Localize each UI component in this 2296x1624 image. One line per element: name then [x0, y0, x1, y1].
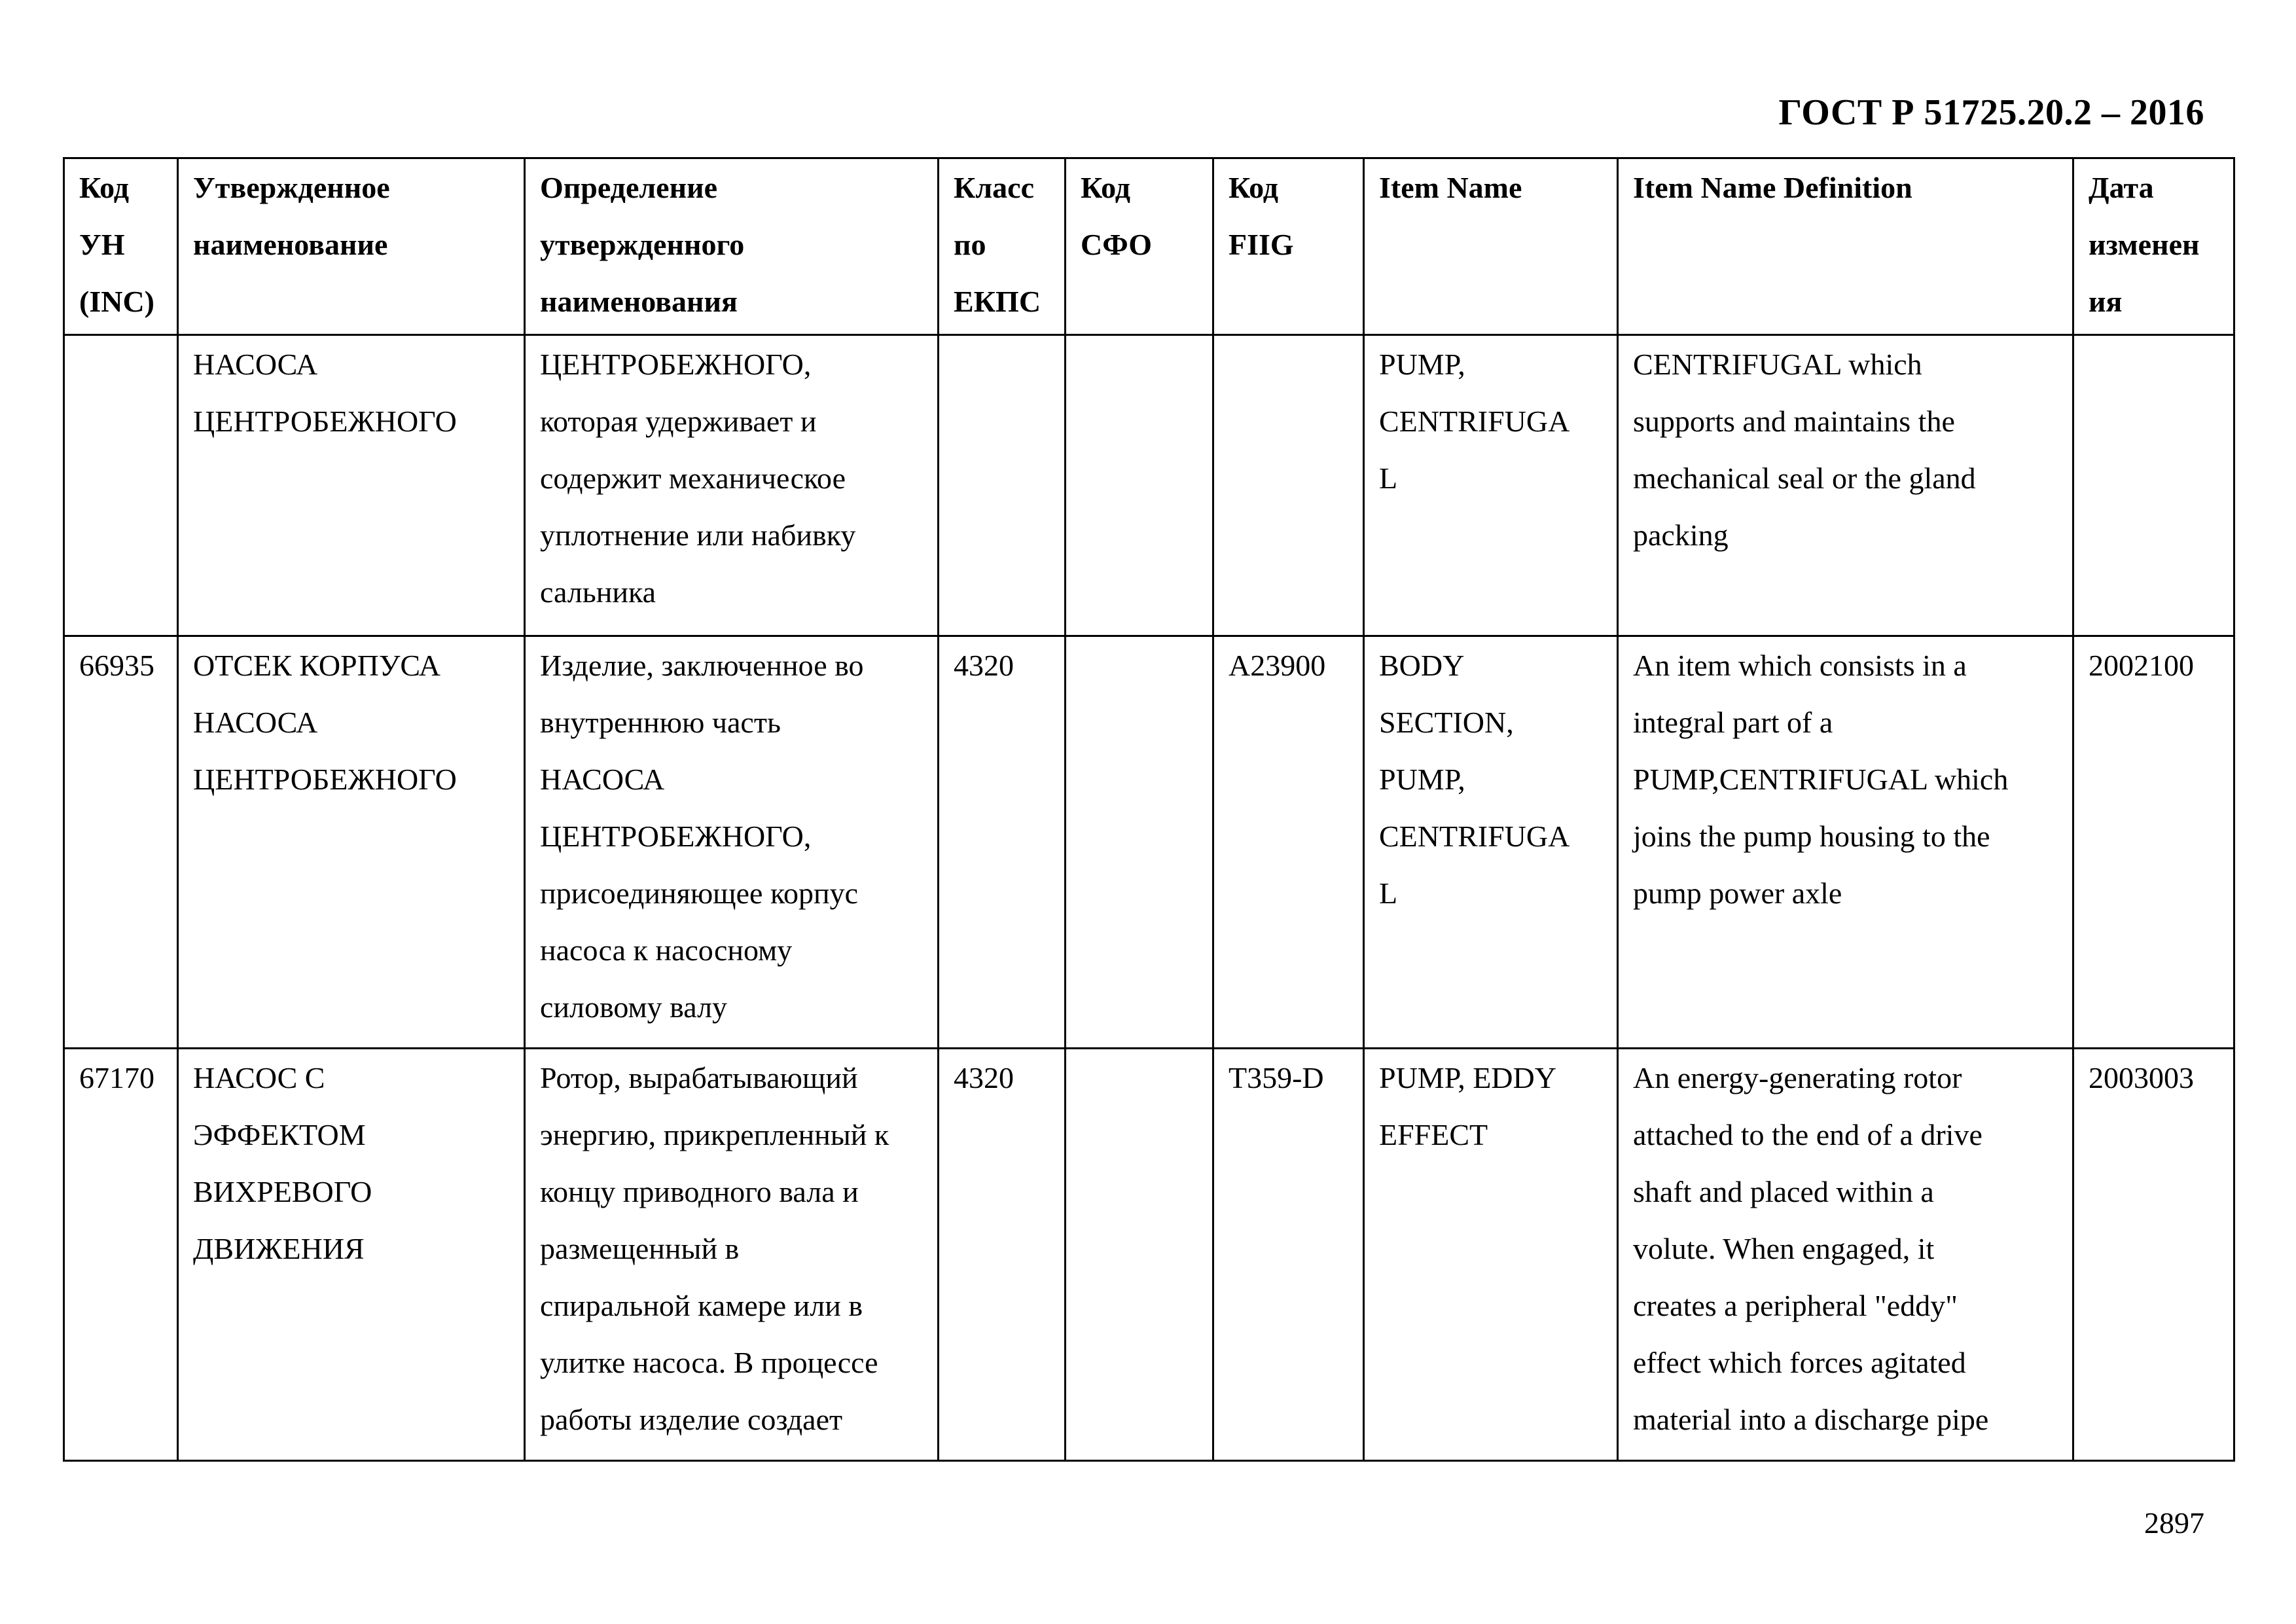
cell-fiig-code: T359-D: [1213, 1049, 1364, 1461]
cell-sfo-code: [1066, 636, 1213, 1049]
header-fiig-code: Код FIIG: [1213, 158, 1364, 335]
table-row: [64, 1049, 2234, 1461]
page-number: 2897: [2144, 1506, 2204, 1540]
header-ekps-class: Класс по ЕКПС: [939, 158, 1066, 335]
cell-item-name-definition: CENTRIFUGAL which supports and maintains the mechanical seal or the gland packing: [1618, 335, 2073, 636]
cell-approved-name: НАСОС С ЭФФЕКТОМ ВИХРЕВОГО ДВИЖЕНИЯ: [178, 1049, 525, 1461]
table-row: [64, 636, 2234, 1049]
cell-item-name-definition: An item which consists in a integral part of a PUMP,CENTRIFUGAL which joins the pump housing to the pump power axle: [1618, 636, 2073, 1049]
cell-inc: 66935: [64, 636, 178, 1049]
header-inc: Код УН (INC): [64, 158, 178, 335]
cell-change-date: [2073, 335, 2234, 636]
cell-inc: [64, 335, 178, 636]
cell-sfo-code: [1066, 335, 1213, 636]
cell-approved-name: ОТСЕК КОРПУСА НАСОСА ЦЕНТРОБЕЖНОГО: [178, 636, 525, 1049]
cell-change-date: 2003003: [2073, 1049, 2234, 1461]
cell-item-name-definition: An energy-generating rotor attached to the end of a drive shaft and placed within a volute. When engaged, it creates a peripheral "eddy" effect which forces agitated material into a discharge pipe: [1618, 1049, 2073, 1461]
header-change-date: Дата изменен ия: [2073, 158, 2234, 335]
cell-sfo-code: [1066, 1049, 1213, 1461]
nomenclature-table: [63, 157, 2235, 1462]
cell-ekps-class: 4320: [939, 1049, 1066, 1461]
cell-approved-definition: Изделие, заключенное во внутреннюю часть НАСОСА ЦЕНТРОБЕЖНОГО, присоединяющее корпус насоса к насосному силовому валу: [525, 636, 939, 1049]
cell-ekps-class: [939, 335, 1066, 636]
cell-item-name: PUMP, EDDY EFFECT: [1364, 1049, 1618, 1461]
cell-approved-name: НАСОСА ЦЕНТРОБЕЖНОГО: [178, 335, 525, 636]
cell-inc: 67170: [64, 1049, 178, 1461]
cell-approved-definition: ЦЕНТРОБЕЖНОГО, которая удерживает и содержит механическое уплотнение или набивку сальника: [525, 335, 939, 636]
cell-fiig-code: [1213, 335, 1364, 636]
cell-item-name: BODY SECTION, PUMP, CENTRIFUGA L: [1364, 636, 1618, 1049]
table-header-row: [64, 158, 2234, 335]
cell-fiig-code: A23900: [1213, 636, 1364, 1049]
cell-approved-definition: Ротор, вырабатывающий энергию, прикрепленный к концу приводного вала и размещенный в спиральной камере или в улитке насоса. В процессе работы изделие создает: [525, 1049, 939, 1461]
cell-ekps-class: 4320: [939, 636, 1066, 1049]
header-sfo-code: Код СФО: [1066, 158, 1213, 335]
header-approved-definition: Определение утвержденного наименования: [525, 158, 939, 335]
header-item-name-definition: Item Name Definition: [1618, 158, 2073, 335]
cell-change-date: 2002100: [2073, 636, 2234, 1049]
table-row: [64, 335, 2234, 636]
cell-item-name: PUMP, CENTRIFUGA L: [1364, 335, 1618, 636]
header-item-name: Item Name: [1364, 158, 1618, 335]
document-header-standard-code: ГОСТ Р 51725.20.2 – 2016: [1778, 92, 2204, 133]
header-approved-name: Утвержденное наименование: [178, 158, 525, 335]
